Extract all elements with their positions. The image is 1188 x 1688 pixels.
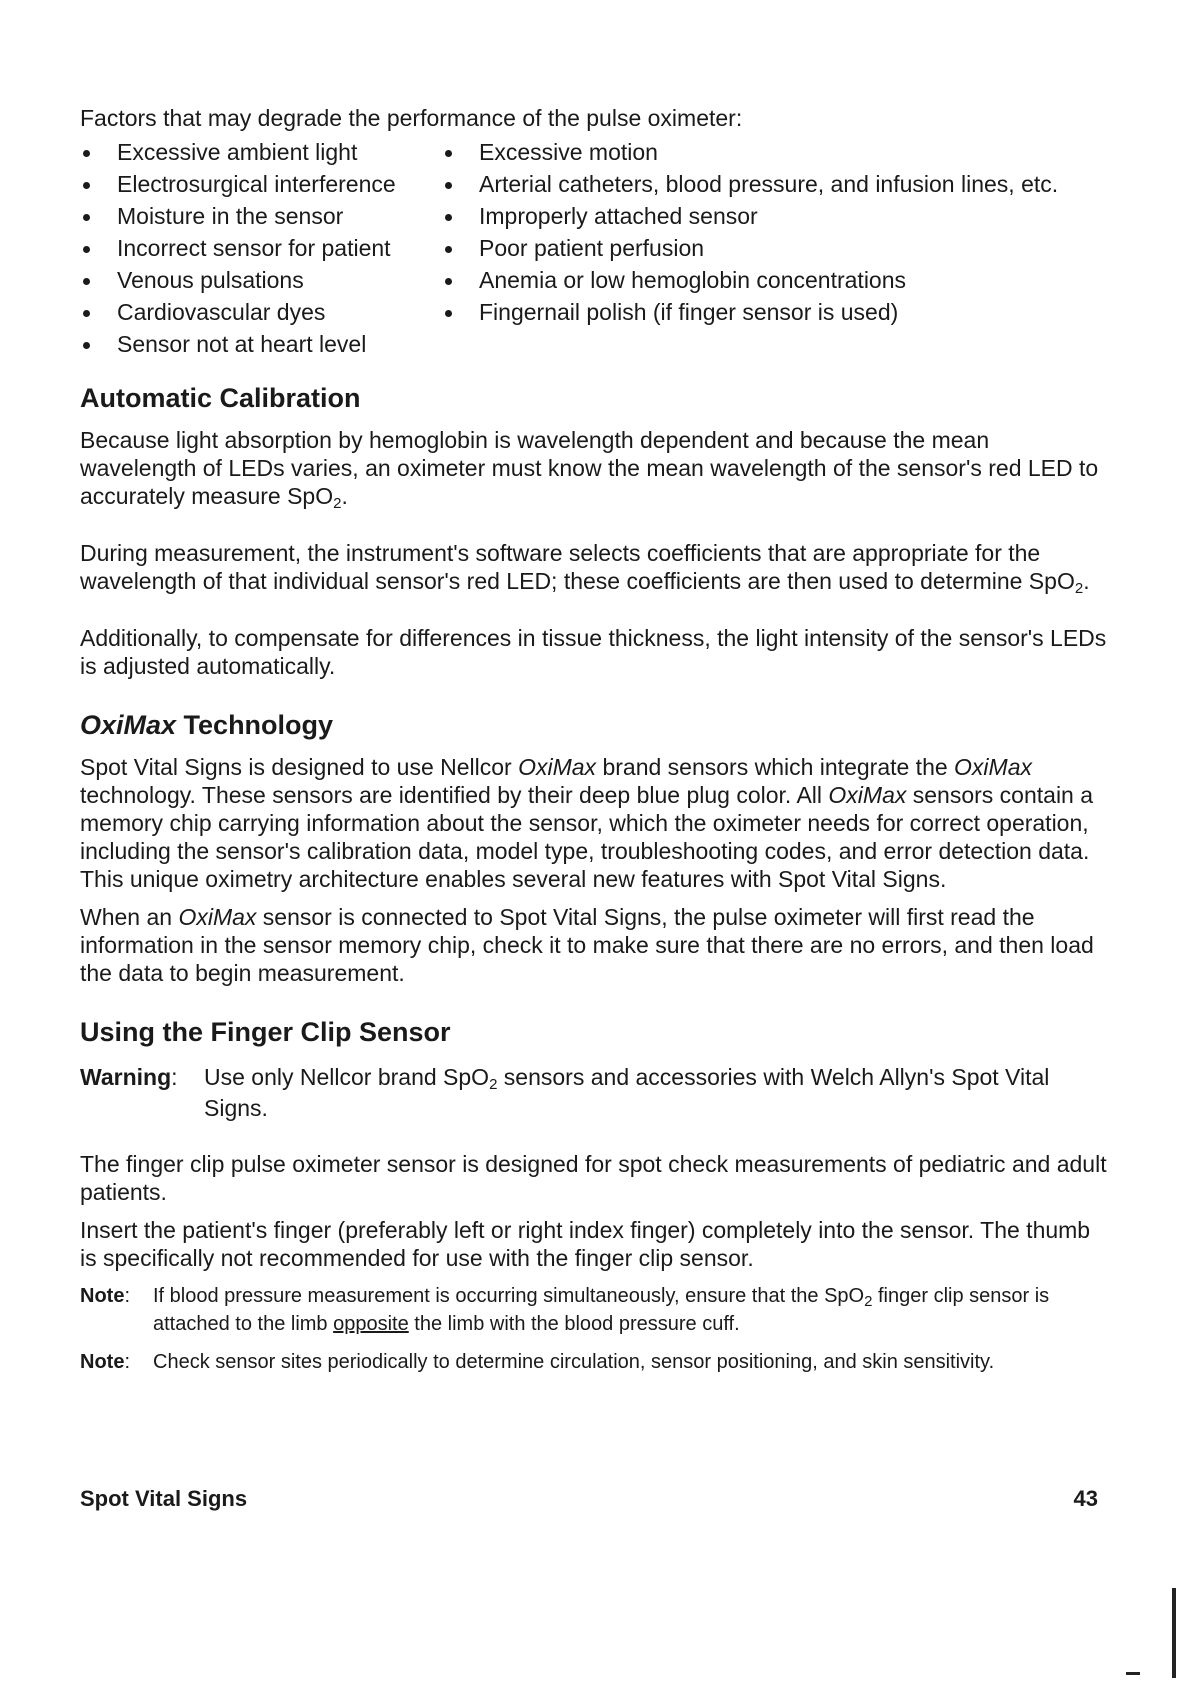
factor-item: Electrosurgical interference (80, 168, 396, 200)
factor-item: Anemia or low hemoglobin concentrations (442, 264, 1058, 296)
oximax-heading: OxiMax Technology (80, 710, 334, 740)
factors-left-column (80, 136, 396, 360)
factor-item: Sensor not at heart level (80, 328, 396, 360)
factor-item: Venous pulsations (80, 264, 396, 296)
warning-label: Warning: (80, 1064, 178, 1090)
scan-dash-mark (1126, 1672, 1140, 1675)
finger-clip-paragraph-2: Insert the patient's finger (preferably left or right index finger) completely into the sensor. The thumb is specifically not recommended for use with the finger clip sensor. (80, 1217, 1091, 1271)
warning-text: Use only Nellcor brand SpO$_2$ sensors and accessories with Welch Allyn's Spot Vital Signs. (204, 1064, 1050, 1121)
factor-item: Moisture in the sensor (80, 200, 396, 232)
note-label: Note: (80, 1285, 131, 1307)
factor-item: Excessive ambient light (80, 136, 396, 168)
note-text: Check sensor sites periodically to determine circulation, sensor positioning, and skin sensitivity. (153, 1351, 995, 1373)
note-block-2 (80, 1348, 1110, 1376)
factors-right-column (442, 136, 1058, 328)
factors-intro: Factors that may degrade the performance of the pulse oximeter: (80, 105, 743, 131)
factor-item: Cardiovascular dyes (80, 296, 396, 328)
factor-item: Improperly attached sensor (442, 200, 1058, 232)
factor-item: Excessive motion (442, 136, 1058, 168)
factors-list (80, 136, 1110, 360)
factor-item: Incorrect sensor for patient (80, 232, 396, 264)
auto-calibration-paragraph-1: Because light absorption by hemoglobin is wavelength dependent and because the mean wavelength of LEDs varies, an oximeter must know the mean wavelength of the sensor's red LED to accurately measure SpO$_2$. (80, 427, 1099, 512)
finger-clip-heading: Using the Finger Clip Sensor (80, 1017, 451, 1047)
auto-calibration-paragraph-2: During measurement, the instrument's software selects coefficients that are appropriate for the wavelength of that individual sensor's red LED; these coefficients are then used to determine SpO$_2$. (80, 540, 1090, 597)
factor-item: Fingernail polish (if finger sensor is used) (442, 296, 1058, 328)
document-page (80, 102, 1110, 1386)
finger-clip-paragraph-1: The finger clip pulse oximeter sensor is designed for spot check measurements of pediatric and adult patients. (80, 1151, 1107, 1205)
factor-item: Poor patient perfusion (442, 232, 1058, 264)
oximax-paragraph-1: Spot Vital Signs is designed to use Nellcor OxiMax brand sensors which integrate the OxiMax technology. These sensors are identified by their deep blue plug color. All OxiMax sensors contain a memory chip carrying information about the sensor, which the oximeter needs for correct operation, including the sensor's calibration data, model type, troubleshooting codes, and error detection data. This unique oximetry architecture enables several new features with Spot Vital Signs. (80, 754, 1094, 892)
warning-block (80, 1062, 1110, 1124)
auto-calibration-heading: Automatic Calibration (80, 383, 361, 413)
oximax-paragraph-2: When an OxiMax sensor is connected to Spot Vital Signs, the pulse oximeter will first read the information in the sensor memory chip, check it to make sure that there are no errors, and then load the data to begin measurement. (80, 904, 1094, 986)
note-block-1 (80, 1282, 1110, 1338)
note-text: If blood pressure measurement is occurring simultaneously, ensure that the SpO$_2$ finger clip sensor is attached to the limb opposite the limb with the blood pressure cuff. (153, 1285, 1050, 1335)
page-number: 43 (1073, 1486, 1098, 1511)
scan-edge-mark (1172, 1588, 1176, 1678)
footer-title: Spot Vital Signs (80, 1486, 248, 1511)
note-label: Note: (80, 1351, 131, 1373)
auto-calibration-paragraph-3: Additionally, to compensate for differences in tissue thickness, the light intensity of the sensor's LEDs is adjusted automatically. (80, 625, 1107, 679)
page-footer (80, 1486, 1098, 1512)
factor-item: Arterial catheters, blood pressure, and infusion lines, etc. (442, 168, 1058, 200)
